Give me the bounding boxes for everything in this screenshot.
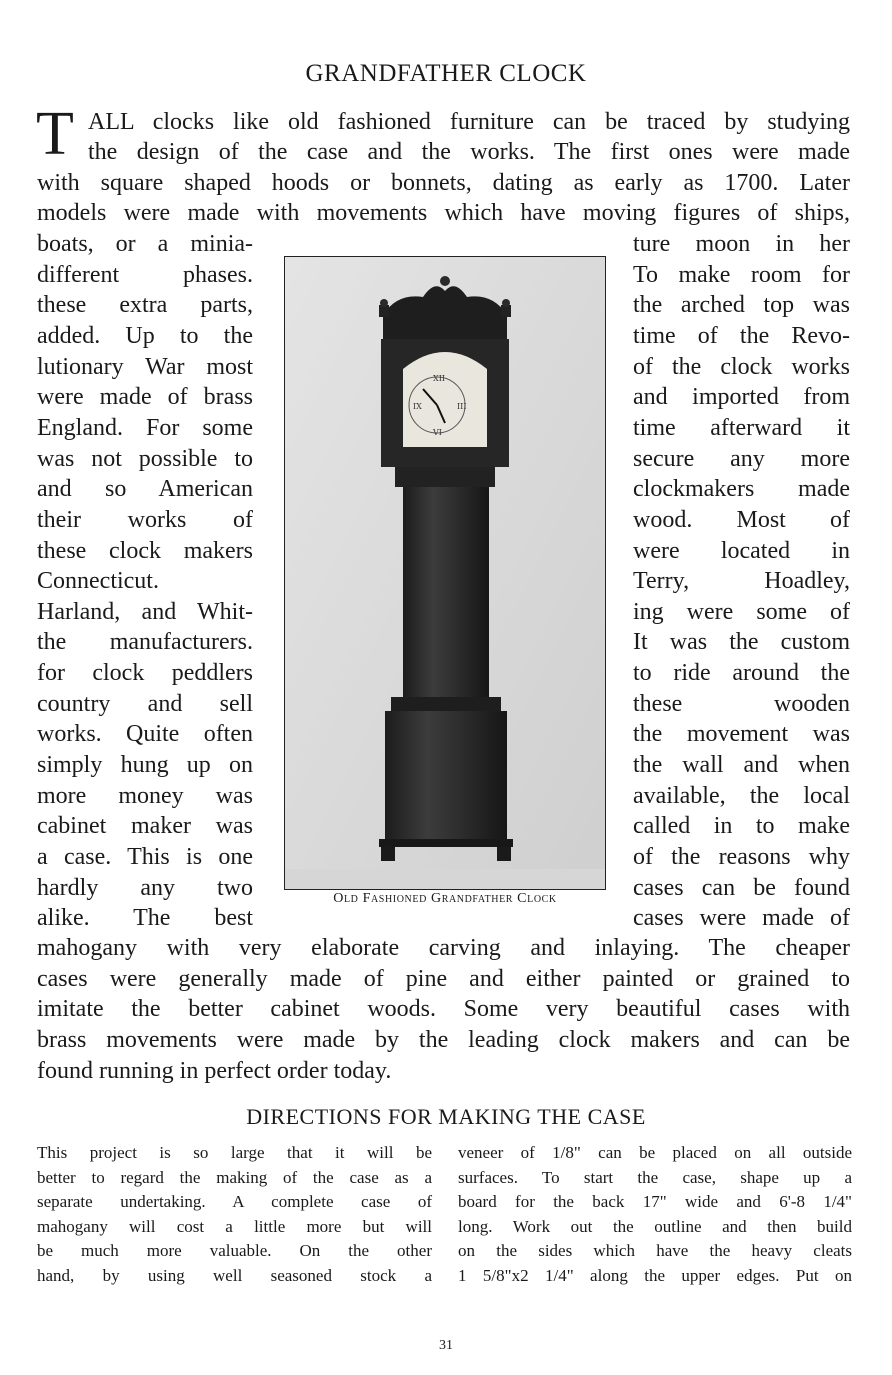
intro-line: models were made with movements which have moving figures of ships, <box>37 200 850 226</box>
text-line: brass movements were made by the leading clock makers and can be <box>37 1027 850 1054</box>
text-line: cases were made of <box>633 905 850 932</box>
text-line: called in to make <box>633 813 850 840</box>
page-number: 31 <box>439 1338 453 1353</box>
intro-line: the design of the case and the works. The first ones were made <box>88 139 850 165</box>
text-line: the wall and when <box>633 752 850 779</box>
text-line: be much more valuable. On the other <box>37 1241 432 1261</box>
text-line: the manufacturers. <box>37 629 253 656</box>
text-line: surfaces. To start the case, shape up a <box>458 1167 852 1187</box>
text-line: It was the custom <box>633 629 850 656</box>
svg-text:IX: IX <box>413 402 422 411</box>
text-line: Terry, Hoadley, <box>633 568 850 595</box>
text-line: hand, by using well seasoned stock a <box>37 1266 432 1285</box>
text-line: cases can be found <box>633 874 850 901</box>
text-line: separate undertaking. A complete case of <box>37 1192 432 1212</box>
text-line: mahogany will cost a little more but will <box>37 1216 432 1236</box>
intro-line: ALL clocks like old fashioned furniture can be traced by studying <box>88 109 850 135</box>
text-line: Connecticut. <box>37 568 159 595</box>
text-line: ing were some of <box>633 598 850 625</box>
figure-caption: Old Fashioned Grandfather Clock <box>333 891 557 906</box>
text-line: on the sides which have the heavy cleats <box>458 1241 852 1261</box>
text-line: were made of brass <box>37 384 253 411</box>
text-line: wood. Most of <box>633 506 850 533</box>
text-line: cabinet maker was <box>37 813 253 840</box>
text-line: their works of <box>37 506 253 533</box>
text-line: works. Quite often <box>37 721 253 748</box>
section-heading: DIRECTIONS FOR MAKING THE CASE <box>246 1104 646 1129</box>
svg-text:XII: XII <box>433 374 446 383</box>
text-line: boats, or a minia- <box>37 231 253 257</box>
text-line: added. Up to the <box>37 322 253 349</box>
page-title: GRANDFATHER CLOCK <box>305 60 587 87</box>
text-line: hardly any two <box>37 874 253 901</box>
text-line: time afterward it <box>633 414 850 441</box>
text-line: the movement was <box>633 721 850 748</box>
text-line: alike. The best <box>37 905 253 932</box>
text-line: country and sell <box>37 690 253 717</box>
text-line: 1 5/8"x2 1/4" along the upper edges. Put on <box>458 1266 852 1285</box>
text-line: Harland, and Whit- <box>37 598 253 625</box>
text-line: secure any more <box>633 445 850 472</box>
text-line: mahogany with very elaborate carving and inlaying. The cheaper <box>37 935 850 961</box>
text-line: clockmakers made <box>633 476 850 503</box>
intro-line: with square shaped hoods or bonnets, dating as early as 1700. Later <box>37 170 850 196</box>
text-line: and imported from <box>633 384 850 411</box>
text-line: lutionary War most <box>37 353 253 380</box>
text-line: better to regard the making of the case as a <box>37 1167 432 1187</box>
svg-text:VI: VI <box>433 428 442 437</box>
text-line: time of the Revo- <box>633 322 850 349</box>
text-line: available, the local <box>633 782 850 809</box>
text-line: of the reasons why <box>633 844 850 870</box>
text-line: ture moon in her <box>633 231 850 257</box>
svg-text:III: III <box>457 402 467 411</box>
text-line: To make room for <box>633 261 850 288</box>
text-line: of the clock works <box>633 353 850 380</box>
text-line: to ride around the <box>633 660 850 687</box>
text-line: the arched top was <box>633 292 850 319</box>
text-line: for clock peddlers <box>37 660 253 687</box>
text-line: more money was <box>37 782 253 809</box>
text-line: found running in perfect order today. <box>37 1057 392 1084</box>
text-line: different phases. <box>37 261 253 288</box>
text-line: was not possible to <box>37 445 253 472</box>
text-line: were located in <box>633 537 850 564</box>
text-line: these extra parts, <box>37 292 253 319</box>
text-line: This project is so large that it will be <box>37 1143 432 1162</box>
text-line: cases were generally made of pine and either painted or grained to <box>37 965 850 992</box>
text-line: and so American <box>37 476 253 503</box>
text-line: veneer of 1/8" can be placed on all outside <box>458 1143 852 1162</box>
clock-photograph <box>284 256 606 890</box>
text-line: England. For some <box>37 414 253 441</box>
text-line: these clock makers <box>37 537 253 564</box>
text-line: simply hung up on <box>37 752 253 779</box>
drop-cap: T <box>36 100 74 168</box>
text-line: a case. This is one <box>37 844 253 870</box>
text-line: these wooden <box>633 690 850 717</box>
text-line: board for the back 17" wide and 6'-8 1/4" <box>458 1192 852 1212</box>
text-line: long. Work out the outline and then build <box>458 1216 852 1236</box>
grandfather-clock-image <box>285 257 605 889</box>
text-line: imitate the better cabinet woods. Some very beautiful cases with <box>37 996 850 1023</box>
